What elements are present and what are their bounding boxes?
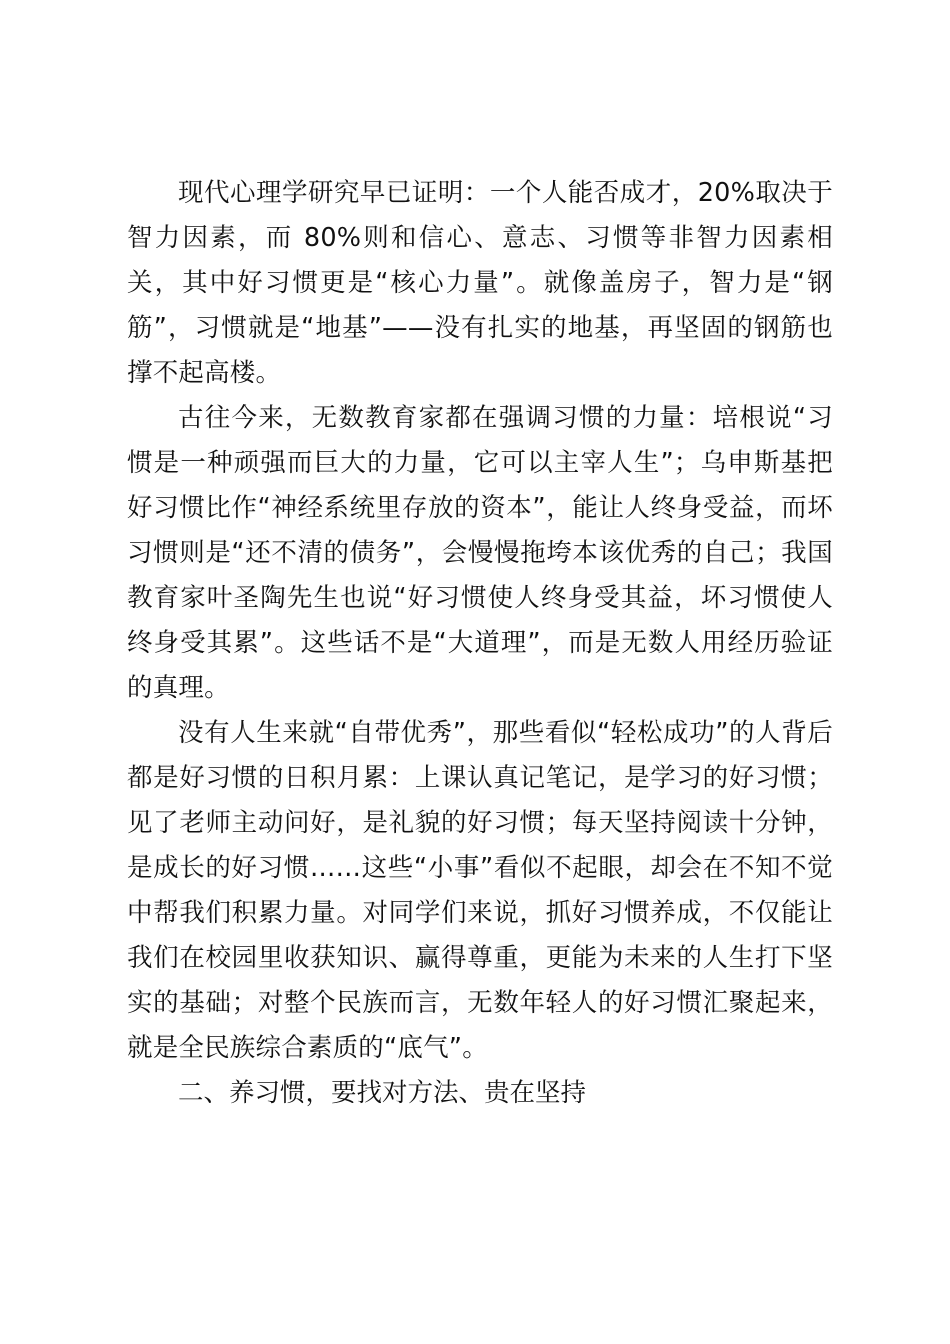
section-heading: 二、养习惯，要找对方法、贵在坚持 — [178, 1078, 587, 1108]
paragraph-daily-habits: 没有人生来就“自带优秀”，那些看似“轻松成功”的人背后都是好习惯的日积月累：上课认真记笔记，是学习的好习惯；见了老师主动问好，是礼貌的好习惯；每天坚持阅读十分钟，是成长的好习惯……这些“小事”看似不起眼，却会在不知不觉中帮我们积累力量。对同学们来说，抓好习惯养成，不仅能让我们在校园里收获知识、赢得尊重，更能为未来的人生打下坚实的基础；对整个民族而言，无数年轻人的好习惯汇聚起来，就是全民族综合素质的“底气”。 — [127, 718, 833, 1063]
document-body — [127, 171, 833, 1116]
paragraph-psychology-research: 现代心理学研究早已证明：一个人能否成才，20%取决于智力因素，而 80%则和信心、意志、习惯等非智力因素相关，其中好习惯更是“核心力量”。就像盖房子，智力是“钢筋”，习惯就是“地基”——没有扎实的地基，再坚固的钢筋也撑不起高楼。 — [127, 178, 833, 388]
paragraph-educators-quotes: 古往今来，无数教育家都在强调习惯的力量：培根说“习惯是一种顽强而巨大的力量，它可以主宰人生”；乌申斯基把好习惯比作“神经系统里存放的资本”，能让人终身受益，而坏习惯则是“还不清的债务”，会慢慢拖垮本该优秀的自己；我国教育家叶圣陶先生也说“好习惯使人终身受其益，坏习惯使人终身受其累”。这些话不是“大道理”，而是无数人用经历验证的真理。 — [127, 403, 833, 703]
